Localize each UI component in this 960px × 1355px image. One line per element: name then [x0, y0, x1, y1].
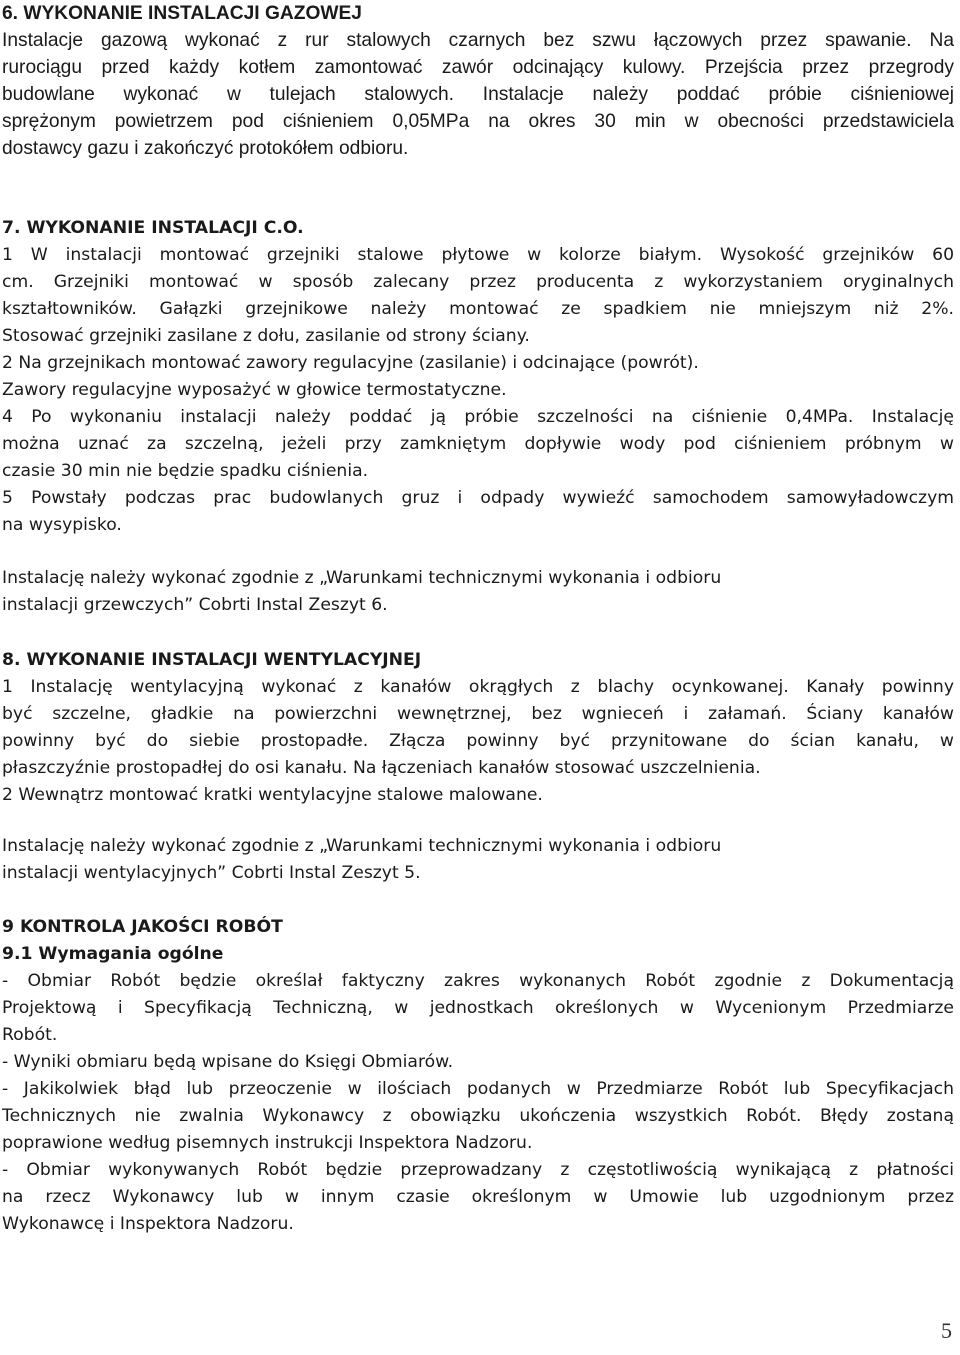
section-9-line: - Obmiar Robót będzie określał faktyczny zakres wykonanych Robót zgodnie z Dokumentacją [2, 971, 954, 991]
section-9-subheading: 9.1 Wymagania ogólne [2, 944, 224, 964]
section-8-line: powinny być do siebie prostopadłe. Złącza powinny być przynitowane do ścian kanału, w [2, 731, 954, 751]
section-6-line: budowlane wykonać w tulejach stalowych. Instalacje należy poddać próbie ciśnieniowej [2, 84, 954, 105]
section-8-note [2, 833, 954, 887]
section-8-line: 1 Instalację wentylacyjną wykonać z kanałów okrągłych z blachy ocynkowanej. Kanały powinny [2, 677, 954, 697]
section-9-heading: 9 KONTROLA JAKOŚCI ROBÓT [2, 917, 283, 937]
section-7-line: 1 W instalacji montować grzejniki stalowe płytowe w kolorze białym. Wysokość grzejników 60 [2, 245, 954, 265]
section-7-line: 2 Na grzejnikach montować zawory regulacyjne (zasilanie) i odcinające (powrót). [2, 353, 699, 373]
section-9-line: Projektową i Specyfikacją Techniczną, w jednostkach określonych w Wycenionym Przedmiarze [2, 998, 954, 1018]
section-6-line: Instalacje gazową wykonać z rur stalowych czarnych bez szwu łączowych przez spawanie. Na [2, 30, 954, 51]
section-8-line: 2 Wewnątrz montować kratki wentylacyjne stalowe malowane. [2, 785, 543, 805]
section-7-line: można uznać za szczelną, jeżeli przy zamkniętym dopływie wody pod ciśnieniem próbnym w [2, 434, 954, 454]
section-7-line: Zawory regulacyjne wyposażyć w głowice termostatyczne. [2, 380, 507, 400]
section-9 [2, 914, 954, 1238]
section-7-line: Stosować grzejniki zasilane z dołu, zasilanie od strony ściany. [2, 326, 530, 346]
section-6-line: rurociągu przed każdy kotłem zamontować zawór odcinający kulowy. Przejścia przez przegrody [2, 57, 954, 78]
section-9-line: Technicznych nie zwalnia Wykonawcy z obowiązku ukończenia wszystkich Robót. Błędy zostaną [2, 1106, 954, 1126]
section-9-line: poprawione według pisemnych instrukcji Inspektora Nadzoru. [2, 1133, 533, 1153]
section-6-line: dostawcy gazu i zakończyć protokółem odbioru. [2, 138, 409, 159]
section-8 [2, 647, 954, 809]
section-9-line: Robót. [2, 1025, 58, 1045]
section-7-line: czasie 30 min nie będzie spadku ciśnienia. [2, 461, 369, 481]
section-7 [2, 215, 954, 539]
section-7-heading: 7. WYKONANIE INSTALACJI C.O. [2, 218, 304, 238]
section-7-line: kształtowników. Gałązki grzejnikowe należy montować ze spadkiem nie mniejszym niż 2%. [2, 299, 954, 319]
section-7-note-line: instalacji grzewczych” Cobrti Instal Zeszyt 6. [2, 595, 388, 615]
section-7-note [2, 565, 954, 619]
section-7-note-line: Instalację należy wykonać zgodnie z „Warunkami technicznymi wykonania i odbioru [2, 568, 722, 588]
section-9-line: - Jakikolwiek błąd lub przeoczenie w ilościach podanych w Przedmiarze Robót lub Specyfikacjach [2, 1079, 954, 1099]
section-8-note-line: Instalację należy wykonać zgodnie z „Warunkami technicznymi wykonania i odbioru [2, 836, 722, 856]
section-8-line: płaszczyźnie prostopadłej do osi kanału. Na łączeniach kanałów stosować uszczelnienia. [2, 758, 761, 778]
page-number: 5 [941, 1318, 952, 1343]
section-9-line: - Wyniki obmiaru będą wpisane do Księgi Obmiarów. [2, 1052, 454, 1072]
section-6-line: sprężonym powietrzem pod ciśnieniem 0,05MPa na okres 30 min w obecności przedstawiciela [2, 111, 954, 132]
section-6 [2, 0, 954, 162]
section-9-line: na rzecz Wykonawcy lub w innym czasie określonym w Umowie lub uzgodnionym przez [2, 1187, 954, 1207]
section-7-line: na wysypisko. [2, 515, 122, 535]
section-7-line: 4 Po wykonaniu instalacji należy poddać ją próbie szczelności na ciśnienie 0,4MPa. Instalację [2, 407, 954, 427]
section-7-line: 5 Powstały podczas prac budowlanych gruz i odpady wywieźć samochodem samowyładowczym [2, 488, 954, 508]
section-8-heading: 8. WYKONANIE INSTALACJI WENTYLACYJNEJ [2, 650, 422, 670]
section-8-line: być szczelne, gładkie na powierzchni wewnętrznej, bez wgnieceń i załamań. Ściany kanałów [2, 704, 954, 724]
section-8-note-line: instalacji wentylacyjnych” Cobrti Instal Zeszyt 5. [2, 863, 421, 883]
section-6-heading: 6. WYKONANIE INSTALACJI GAZOWEJ [2, 3, 362, 24]
section-9-line: Wykonawcę i Inspektora Nadzoru. [2, 1214, 294, 1234]
section-7-line: cm. Grzejniki montować w sposób zalecany przez producenta z wykorzystaniem oryginalnych [2, 272, 954, 292]
section-9-line: - Obmiar wykonywanych Robót będzie przeprowadzany z częstotliwością wynikającą z płatności [2, 1160, 954, 1180]
